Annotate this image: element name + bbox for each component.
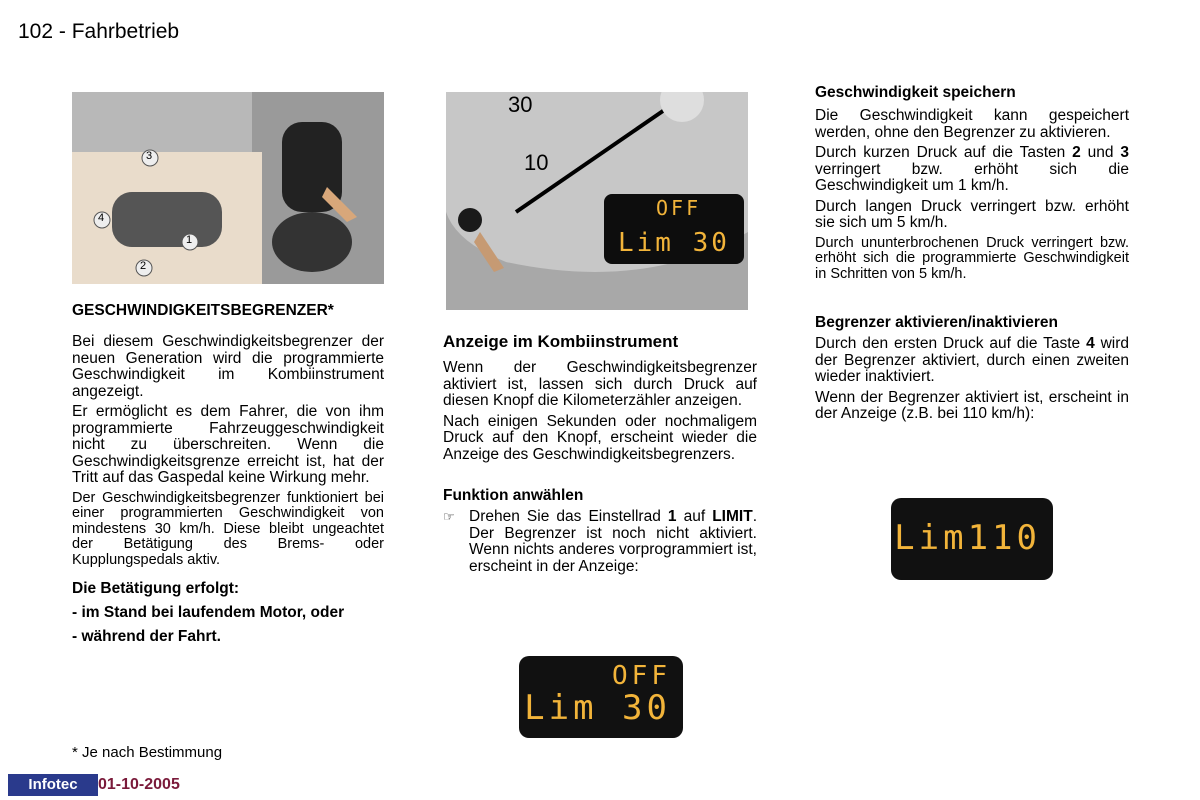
gauge-label-30: 30 (508, 92, 533, 117)
text-part: wird der Begrenzer aktiviert, durch einen zweiten wieder inaktiviert. (815, 335, 1130, 385)
middle-column (443, 332, 757, 575)
paragraph: Der Geschwindigkeitsbegrenzer funktioniert bei einer programmierten Geschwindigkeit von mindestens 30 km/h. Diese bleibt ungeachtet der Betätigung des Brems- oder Kupplungspedals aktiv. (72, 489, 384, 568)
key-number: 3 (1120, 144, 1129, 161)
subsection-title: Funktion anwählen (443, 487, 584, 504)
steering-column-stalk-figure (72, 92, 384, 284)
paragraph: Wenn der Begrenzer aktiviert ist, erscheint in der Anzeige (z.B. bei 110 km/h): (815, 388, 1129, 422)
lcd-display-off (519, 656, 683, 738)
page-header: 102 - Fahrbetrieb (18, 20, 180, 43)
lcd-line-2: Lim 30 (618, 228, 730, 258)
paragraph: Bei diesem Geschwindigkeitsbegrenzer der neuen Generation wird die programmierte Geschwindigkeit im Kombiinstrument angezeigt. (72, 333, 384, 400)
bullet-text-part: Drehen Sie das Einstellrad (469, 508, 668, 525)
callout-1: 1 (186, 234, 193, 246)
bold-line: - während der Fahrt. (72, 628, 221, 645)
footnote: * Je nach Bestimmung (72, 744, 223, 761)
gauge-label-10: 10 (524, 150, 549, 175)
paragraph (815, 336, 1129, 386)
bullet-number: 1 (667, 508, 677, 525)
key-number: 4 (1086, 335, 1095, 352)
lcd-display-110 (891, 498, 1053, 580)
instrument-cluster-figure (446, 92, 748, 310)
right-column (815, 84, 1129, 423)
key-number: 2 (1072, 144, 1081, 161)
callout-2: 2 (140, 260, 147, 272)
lcd-line-2: Lim110 (894, 518, 1041, 558)
bold-line: Die Betätigung erfolgt: (72, 580, 240, 597)
paragraph (815, 145, 1129, 195)
callout-3: 3 (146, 150, 153, 162)
paragraph: Durch ununterbrochenen Druck verringert bzw. erhöht sich die programmierte Geschwindigkeit in Schritten von 5 km/h. (815, 234, 1129, 282)
lcd-line-1: OFF (656, 196, 702, 220)
paragraph: Er ermöglicht es dem Fahrer, die von ihm programmierte Fahrzeuggeschwindigkeit nicht zu überschreiten. Wenn die Geschwindigkeitsgrenze erreicht ist, hat der Tritt auf das Gaspedal keine Wirkung mehr. (72, 403, 384, 486)
bullet-text (469, 509, 757, 575)
left-column (72, 302, 384, 646)
section-title: Anzeige im Kombiinstrument (443, 332, 679, 351)
text-part: Durch kurzen Druck auf die Tasten (815, 144, 1073, 161)
callout-4: 4 (98, 212, 105, 224)
bullet-text-part: . Der Begrenzer ist noch nicht aktiviert. Wenn nichts anderes vorprogrammiert ist, erscheint in der Anzeige: (469, 508, 757, 575)
section-title: Begrenzer aktivieren/inaktivieren (815, 314, 1058, 331)
section-title: GESCHWINDIGKEITSBEGRENZER* (72, 302, 334, 319)
text-part: Durch den ersten Druck auf die Taste (815, 335, 1087, 352)
text-part: und (1080, 144, 1121, 161)
paragraph: Die Geschwindigkeit kann gespeichert werden, ohne den Begrenzer zu aktivieren. (815, 107, 1129, 141)
lcd-line-2: Lim 30 (524, 688, 671, 728)
bullet-limit: LIMIT (712, 508, 753, 525)
hand-pointer-icon: ☞ (443, 509, 455, 524)
infotec-logo: Infotec (8, 774, 98, 796)
bullet-text-part: auf (676, 508, 713, 525)
paragraph: Durch langen Druck verringert bzw. erhöht sie sich um 5 km/h. (815, 197, 1129, 231)
lcd-line-1: OFF (612, 661, 671, 691)
footer-date: 01-10-2005 (98, 776, 180, 793)
bold-line: - im Stand bei laufendem Motor, oder (72, 604, 345, 621)
paragraph: Wenn der Geschwindigkeitsbegrenzer aktiviert ist, lassen sich durch Druck auf diesen Knopf die Kilometerzähler anzeigen. (443, 359, 757, 409)
bullet-item (443, 509, 757, 575)
text-part: verringert bzw. erhöht sich die Geschwindigkeit um 1 km/h. (815, 160, 1129, 194)
paragraph: Nach einigen Sekunden oder nochmaligem Druck auf den Knopf, erscheint wieder die Anzeige des Geschwindigkeitsbegrenzers. (443, 412, 757, 463)
section-title: Geschwindigkeit speichern (815, 84, 1016, 101)
